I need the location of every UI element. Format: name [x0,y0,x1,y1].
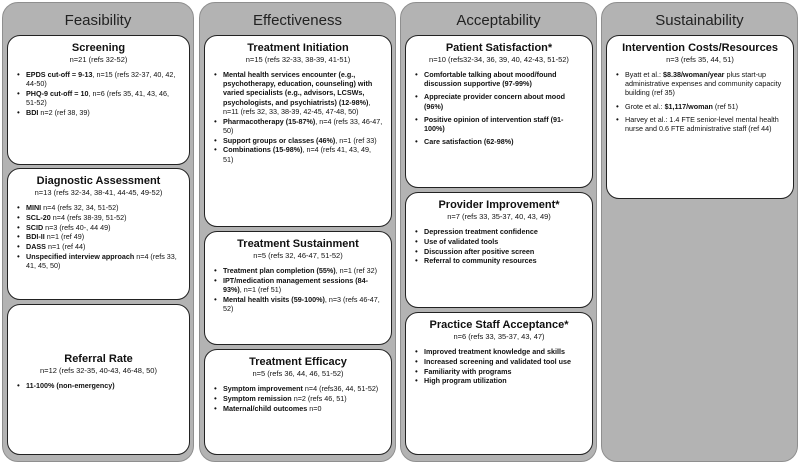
finding-highlight: Use of validated tools [424,236,499,246]
finding-detail: , n=1 (ref 51) [239,285,282,294]
finding-highlight: Referral to community resources [424,256,537,266]
finding-item [213,117,383,135]
finding-item [16,203,181,212]
study-count: n=15 (refs 32-33, 38-39, 41-51) [245,55,351,64]
finding-item [16,242,181,251]
finding-highlight: Combinations (15-98%) [223,145,303,155]
column-title: Effectiveness [253,12,342,29]
finding-detail: , n=1 (ref 33) [335,135,377,145]
finding-item [615,102,785,111]
finding-item [213,145,383,163]
finding-highlight: IPT/medication management sessions (84-93%) [223,275,368,294]
finding-highlight: SCID [26,222,44,232]
finding-detail: , n=15 (refs 32-37, 40, 42, 44-50) [26,70,176,89]
study-count: n=5 (refs 36, 44, 46, 51-52) [252,369,344,378]
finding-highlight: Support groups or classes (46%) [223,135,336,145]
finding-highlight: Treatment plan completion (55%) [223,266,336,275]
finding-detail: , n=6 (refs 35, 41, 43, 46, 51-52) [26,89,170,108]
finding-item [414,227,584,236]
finding-detail: Byatt et al.: [625,70,663,79]
finding-highlight: $1,117/woman [664,101,713,111]
finding-list [213,384,383,413]
finding-list [213,70,383,164]
finding-item [213,404,383,413]
finding-item [213,295,383,313]
finding-highlight: 11-100% (non-emergency) [26,381,115,390]
box-title: Patient Satisfaction* [445,42,553,54]
finding-highlight: Mental health visits (59-100%) [223,294,325,304]
finding-item [414,247,584,256]
finding-highlight: Familiarity with programs [424,366,512,376]
finding-detail: n=1 (ref 49) [44,232,85,242]
finding-item [213,70,383,116]
box-title: Diagnostic Assessment [36,175,161,187]
finding-item [213,266,383,275]
study-count: n=21 (refs 32-52) [69,55,128,64]
finding-detail: n=3 (refs 40-, 44 49) [43,222,111,232]
finding-item [414,137,584,146]
finding-highlight: PHQ-9 cut-off = 10 [26,89,89,98]
finding-list [16,381,181,390]
finding-detail: n=4 (refs 32, 34, 51-52) [41,203,119,212]
finding-highlight: DASS [26,242,46,252]
box-intervention-costs [606,35,794,199]
finding-item [213,384,383,393]
finding-highlight: Positive opinion of intervention staff (91-100%) [424,114,564,134]
box-title: Practice Staff Acceptance* [429,319,569,331]
finding-highlight: Increased screening and validated tool use [424,356,571,366]
box-title: Treatment Sustainment [237,238,359,250]
finding-item [414,115,584,133]
study-count: n=6 (refs 33, 35-37, 43, 47) [453,332,545,341]
finding-highlight: $8.38/woman/year [662,70,725,79]
finding-highlight: Symptom remission [223,393,292,403]
finding-highlight: BDI-II [26,232,45,242]
finding-list [213,266,383,313]
finding-item [16,108,181,117]
finding-item [16,252,181,270]
finding-item [16,70,181,88]
finding-detail: n=2 (refs 46, 51) [291,393,347,403]
column-title: Sustainability [655,12,744,29]
finding-detail: n=0 [307,403,322,413]
study-count: n=3 (refs 35, 44, 51) [666,55,734,64]
box-diagnostic-assessment [7,168,190,300]
finding-detail: plus start-up administrative expenses and community capacity building (ref 35) [625,70,782,98]
finding-highlight: Comfortable talking about mood/found discussion supportive (97-99%) [424,70,557,89]
column-title: Feasibility [64,12,132,29]
finding-detail: n=1 (ref 44) [45,242,86,252]
finding-highlight: Unspecified interview approach [26,251,135,261]
study-count: n=13 (refs 32-34, 38-41, 44-45, 49-52) [34,188,163,197]
finding-item [414,357,584,366]
finding-highlight: Care satisfaction (62-98%) [424,137,514,147]
study-count: n=7 (refs 33, 35-37, 40, 43, 49) [447,212,551,221]
study-count: n=12 (refs 32-35, 40-43, 46-48, 50) [40,366,157,375]
finding-detail: n=4 (refs 33, 41, 45, 50) [26,251,177,271]
box-referral-rate [7,304,190,455]
box-title: Treatment Efficacy [249,356,347,368]
finding-detail: n=2 (ref 38, 39) [38,108,90,117]
box-provider-improvement [405,192,593,308]
finding-highlight: Appreciate provider concern about mood (96%) [424,92,565,111]
finding-item [414,347,584,356]
box-title: Intervention Costs/Resources [622,42,778,54]
finding-detail: Harvey et al.: 1.4 FTE senior-level mental health nurse and 0.6 FTE administrative staff (ref 44) [625,114,779,134]
box-title: Provider Improvement* [438,199,560,211]
finding-highlight: High program utilization [424,376,507,386]
finding-item [414,376,584,385]
finding-detail: , n=4 (refs 33, 46-47, 50) [223,116,383,135]
finding-detail: , n=11 (refs 32, 33, 38-39, 42-45, 47-48, 50) [223,97,371,116]
finding-item [16,223,181,232]
finding-list [615,70,785,133]
finding-highlight: Depression treatment confidence [424,227,538,236]
box-treatment-efficacy [204,349,392,455]
finding-highlight: BDI [26,108,39,117]
finding-list [414,227,584,266]
box-patient-satisfaction [405,35,593,188]
finding-item [213,136,383,145]
finding-item [213,394,383,403]
finding-highlight: Discussion after positive screen [424,246,535,256]
finding-detail: , n=1 (ref 32) [335,266,377,275]
finding-item [414,367,584,376]
box-screening [7,35,190,165]
box-practice-staff-acceptance [405,312,593,455]
finding-highlight: Mental health services encounter (e.g., psychotherapy, education, counseling) with varied specialists (e.g., advisors, LCSWs, psychologists, and psychiatrists) (12-98%) [223,70,373,107]
finding-highlight: Pharmacotherapy (15-87%) [223,116,316,126]
box-treatment-sustainment [204,231,392,345]
finding-detail: , n=3 (refs 46-47, 52) [223,294,380,313]
finding-highlight: EPDS cut-off = 9-13 [26,70,93,79]
finding-item [414,92,584,110]
finding-highlight: Maternal/child outcomes [223,403,308,413]
finding-list [16,203,181,270]
finding-item [615,115,785,133]
finding-list [16,70,181,117]
finding-detail: n=4 (refs36, 44, 51-52) [302,384,379,393]
finding-detail: , n=4 (refs 41, 43, 49, 51) [223,145,372,164]
finding-detail: (ref 51) [712,101,739,111]
finding-item [615,70,785,98]
box-title: Screening [71,42,126,54]
finding-item [213,276,383,294]
finding-item [414,237,584,246]
study-count: n=10 (refs32-34, 36, 39, 40, 42-43, 51-52) [429,55,569,64]
finding-item [16,89,181,107]
finding-highlight: Improved treatment knowledge and skills [424,347,565,356]
finding-detail: n=4 (refs 38-39, 51-52) [50,212,127,222]
box-treatment-initiation [204,35,392,227]
finding-highlight: SCL-20 [26,212,51,222]
finding-item [16,381,181,390]
study-count: n=5 (refs 32, 46-47, 51-52) [253,251,343,260]
finding-item [16,232,181,241]
box-title: Referral Rate [64,353,133,365]
finding-highlight: Symptom improvement [223,384,303,393]
finding-item [414,70,584,88]
column-title: Acceptability [456,12,541,29]
finding-detail: Grote et al.: [625,101,665,111]
finding-list [414,347,584,386]
box-title: Treatment Initiation [247,42,349,54]
finding-item [414,256,584,265]
finding-item [16,213,181,222]
finding-list [414,70,584,146]
finding-highlight: MINI [26,203,42,212]
